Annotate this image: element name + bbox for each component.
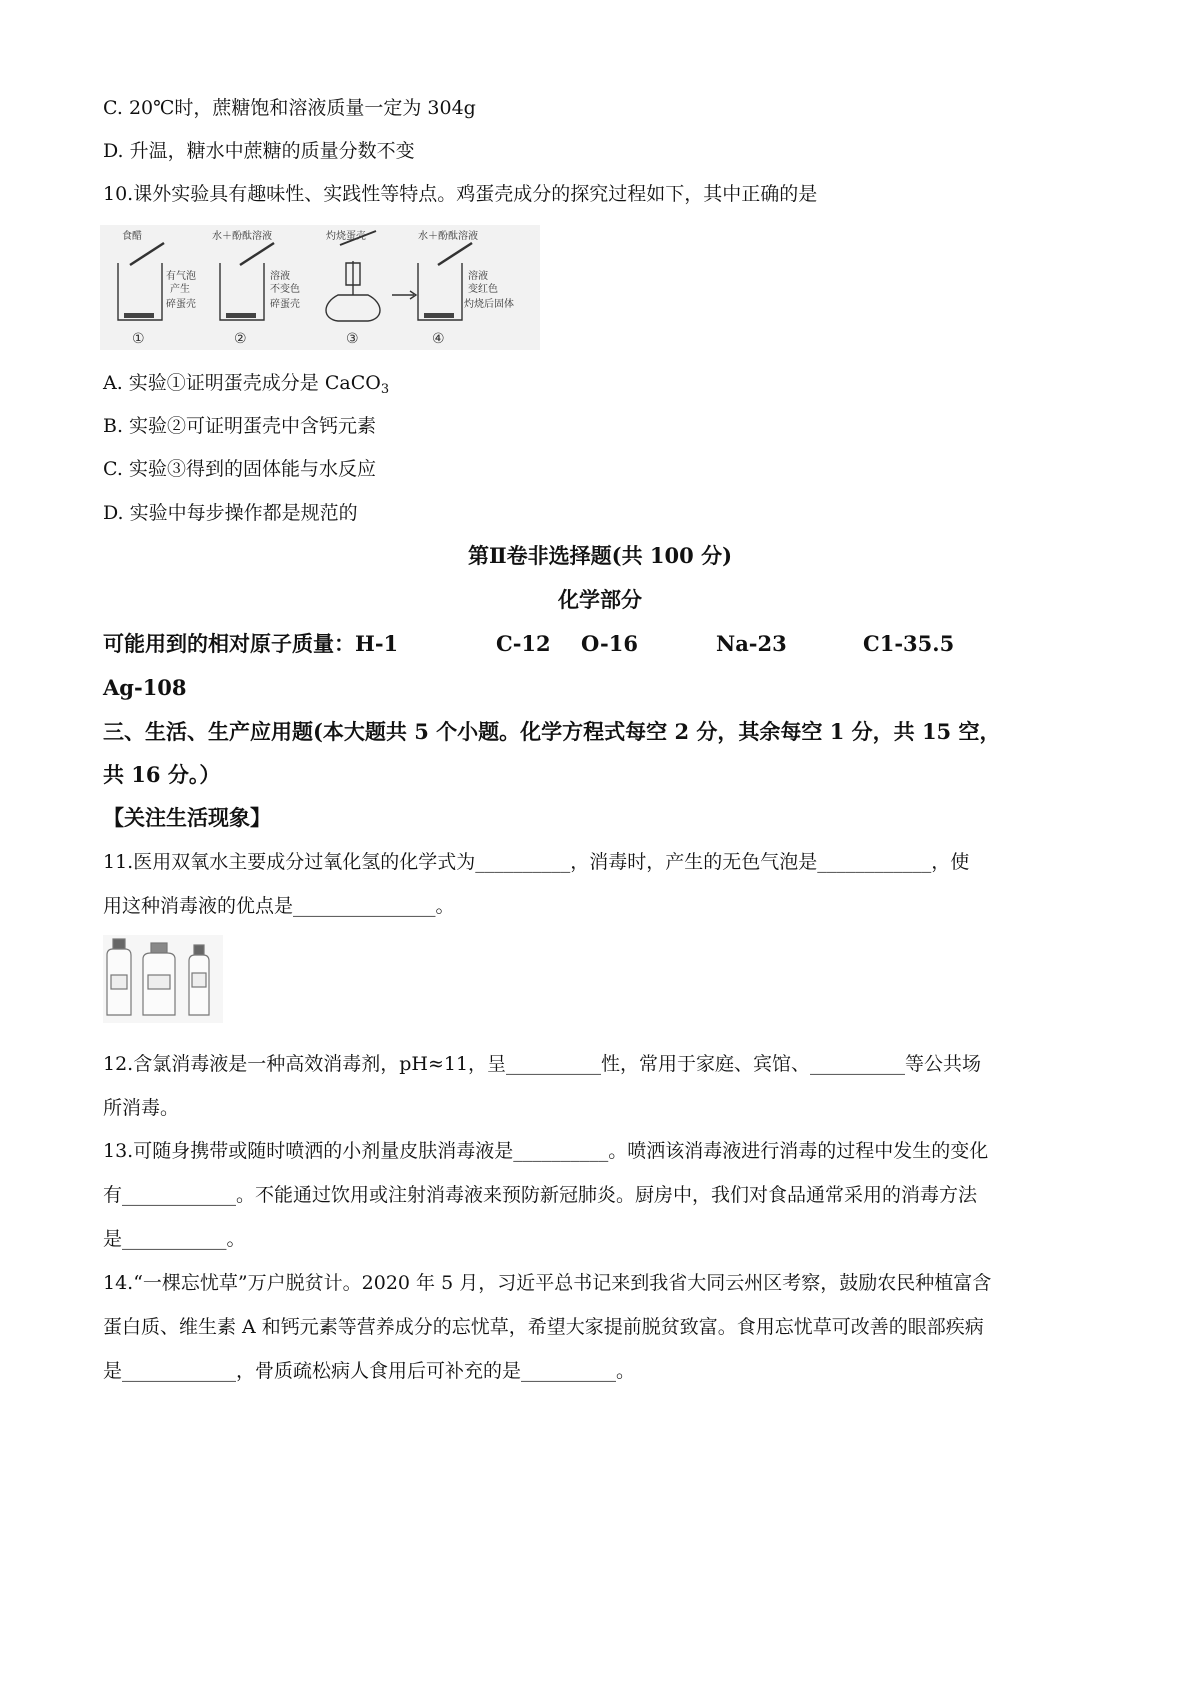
beaker-1-note-2: 产生	[170, 284, 190, 295]
q14-line-2: 蛋白质、维生素 A 和钙元素等营养成分的忘忧草，希望大家提前脱贫致富。食用忘忧草可改善的眼部疾病	[103, 1316, 984, 1338]
beaker-1-label: 食醋	[122, 231, 142, 242]
atomic-mass-ag: Ag-108	[103, 675, 187, 700]
q10-option-a	[103, 369, 1103, 404]
atomic-mass-label: 可能用到的相对原子质量：H-1	[103, 631, 399, 656]
beaker-2-note-3: 碎蛋壳	[270, 299, 300, 310]
q13-line-2: 有____________。不能通过饮用或注射消毒液来预防新冠肺炎。厨房中，我们对食品通常采用的消毒方法	[103, 1184, 978, 1206]
step-number-1: ①	[132, 331, 145, 347]
q10-option-a-subscript: 3	[380, 382, 390, 397]
q14-line-1: 14.“一棵忘忧草”万户脱贫计。2020 年 5 月，习近平总书记来到我省大同云州区考察，鼓励农民种植富含	[103, 1272, 992, 1294]
q9-option-c: C. 20℃时，蔗糖饱和溶液质量一定为 304g	[103, 97, 476, 119]
disinfectant-bottles-image	[103, 935, 223, 1023]
q10-stem: 10.课外实验具有趣味性、实践性等特点。鸡蛋壳成分的探究过程如下，其中正确的是	[103, 183, 818, 205]
topic-heading: 【关注生活现象】	[103, 805, 271, 830]
part3-heading-1: 三、生活、生产应用题(本大题共 5 个小题。化学方程式每空 2 分，其余每空 1 分，共 15 空，	[103, 719, 1001, 744]
beaker-4-note: 溶液	[468, 271, 488, 282]
q12-line-1: 12.含氯消毒液是一种高效消毒剂，pH≈11，呈__________性，常用于家庭、宾馆、__________等公共场	[103, 1053, 982, 1075]
q10-option-c: C. 实验③得到的固体能与水反应	[103, 458, 376, 480]
q12-line-2: 所消毒。	[103, 1097, 180, 1119]
q9-option-d: D. 升温，糖水中蔗糖的质量分数不变	[103, 140, 415, 162]
atomic-mass-c: C-12	[496, 631, 551, 656]
experiment-figure	[100, 225, 540, 350]
q13-line-1: 13.可随身携带或随时喷洒的小剂量皮肤消毒液是__________。喷洒该消毒液进行消毒的过程中发生的变化	[103, 1140, 989, 1162]
step-number-3: ③	[346, 331, 359, 347]
step-number-4: ④	[432, 331, 445, 347]
beaker-2-note-2: 不变色	[270, 284, 300, 295]
q14-line-3: 是____________，骨质疏松病人食用后可补充的是__________。	[103, 1360, 636, 1382]
beaker-4-label: 水＋酚酞溶液	[418, 231, 478, 242]
beaker-1-note: 有气泡	[166, 271, 196, 282]
atomic-mass-cl: C1-35.5	[863, 631, 955, 656]
q13-line-3: 是___________。	[103, 1228, 246, 1250]
atomic-mass-na: Na-23	[716, 631, 787, 656]
q11-line-1: 11.医用双氧水主要成分过氧化氢的化学式为__________，消毒时，产生的无色气泡是____________，使	[103, 851, 970, 873]
q11-line-2: 用这种消毒液的优点是_______________。	[103, 895, 455, 917]
atomic-mass-line	[103, 630, 1103, 660]
section-subtitle: 化学部分	[558, 587, 642, 612]
q10-option-b: B. 实验②可证明蛋壳中含钙元素	[103, 415, 377, 437]
beaker-4-note-2: 变红色	[468, 284, 498, 295]
lamp-label: 灼烧蛋壳	[326, 231, 366, 242]
q10-option-d: D. 实验中每步操作都是规范的	[103, 502, 358, 524]
beaker-4-note-3: 灼烧后固体	[464, 299, 514, 310]
beaker-2-note: 溶液	[270, 271, 290, 282]
section-title: 第Ⅱ卷非选择题(共 100 分)	[467, 543, 733, 568]
step-number-2: ②	[234, 331, 247, 347]
q10-option-a-text: A. 实验①证明蛋壳成分是 CaCO	[103, 372, 381, 394]
atomic-mass-o: O-16	[581, 631, 639, 656]
beaker-1-note-3: 碎蛋壳	[166, 299, 196, 310]
beaker-2-label: 水＋酚酞溶液	[212, 231, 272, 242]
part3-heading-2: 共 16 分。）	[103, 762, 221, 787]
